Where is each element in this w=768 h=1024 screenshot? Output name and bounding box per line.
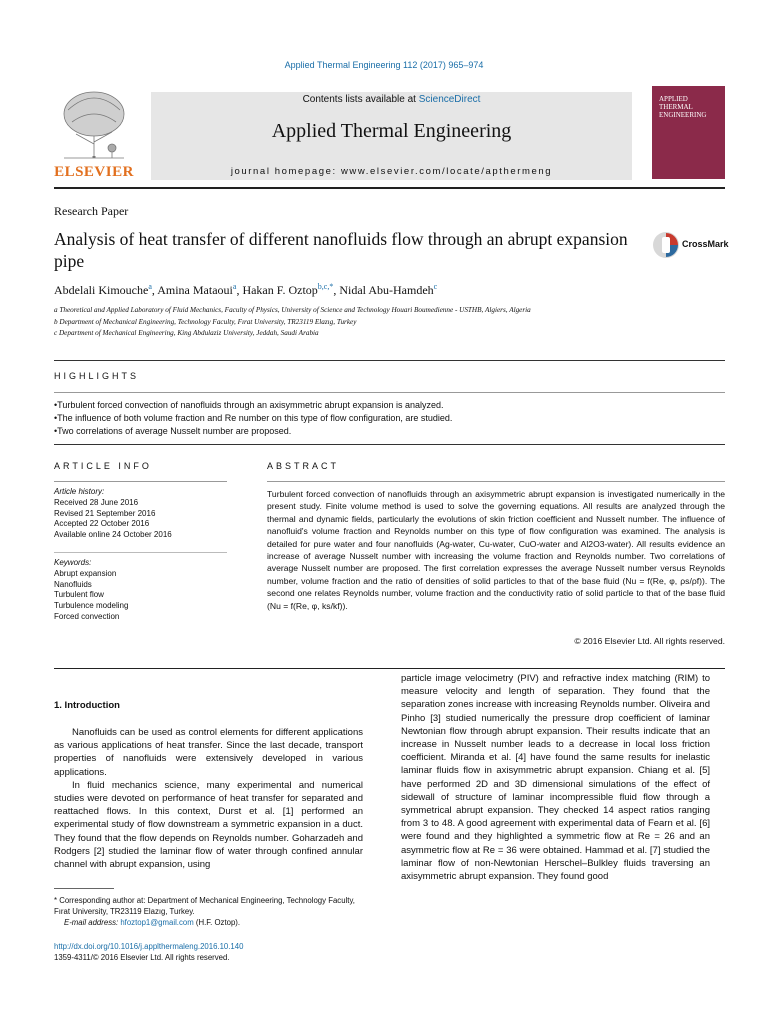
article-info-heading: ARTICLE INFO — [54, 461, 152, 471]
highlight-item: • The influence of both volume fraction and Re number on this type of flow configuration, are studied. — [54, 412, 734, 425]
author-separator: , — [236, 283, 243, 297]
corresponding-author-note: * Corresponding author at: Department of Mechanical Engineering, Technology Faculty, Fırat University, TR23119 Elazıg, Turkey. — [54, 896, 355, 916]
footnote — [54, 895, 363, 928]
highlights-list — [54, 399, 734, 438]
author-affiliation-mark[interactable]: b,c,* — [317, 282, 334, 291]
keywords — [54, 558, 234, 623]
history-item: Received 28 June 2016 — [54, 497, 139, 507]
highlights-heading: HIGHLIGHTS — [54, 371, 140, 381]
abstract-copyright: © 2016 Elsevier Ltd. All rights reserved. — [574, 636, 725, 646]
keyword: Abrupt expansion — [54, 568, 117, 578]
author-name: Nidal Abu-Hamdeh — [339, 283, 434, 297]
paper-type: Research Paper — [54, 204, 129, 218]
keyword: Turbulence modeling — [54, 601, 129, 611]
history-label: Article history: — [54, 487, 105, 496]
author-list — [54, 282, 437, 298]
section-heading: 1. Introduction — [54, 700, 120, 711]
divider — [267, 481, 725, 482]
paper-title: Analysis of heat transfer of different nanofluids flow through an abrupt expansion pipe — [54, 229, 628, 271]
publisher-name: ELSEVIER — [54, 164, 134, 180]
author-name: Hakan F. Oztop — [242, 283, 318, 297]
keyword: Nanofluids — [54, 579, 92, 589]
cover-title: APPLIED THERMAL ENGINEERING — [659, 95, 707, 119]
intro-left-column — [54, 726, 363, 871]
author-affiliation-mark[interactable]: a — [148, 282, 152, 291]
author-separator: , — [333, 283, 340, 297]
crossmark-icon[interactable] — [652, 230, 680, 260]
author-separator: , — [151, 283, 158, 297]
affiliation-c: c Department of Mechanical Engineering, King Abdulaziz University, Jeddah, Saudi Arabia — [54, 329, 319, 337]
affiliation-a: a Theoretical and Applied Laboratory of Fluid Mechanics, Faculty of Physics, University of Science and Technology Houari Boumedienne - USTHB, Algiers, Algeria — [54, 306, 531, 314]
author-name: Amina Mataoui — [157, 283, 233, 297]
journal-reference[interactable]: Applied Thermal Engineering 112 (2017) 965–974 — [284, 60, 484, 70]
divider — [54, 360, 725, 361]
divider — [54, 668, 725, 669]
sciencedirect-link[interactable]: ScienceDirect — [418, 94, 481, 105]
abstract-heading: ABSTRACT — [267, 461, 340, 471]
article-history — [54, 487, 234, 541]
doi-block — [54, 941, 363, 963]
abstract-body: Turbulent forced convection of nanofluids through an axisymmetric abrupt expansion is investigated numerically in the present study. Finite volume method is used to solve the governing equations. All results are analyzed through the thermal and dynamic fields, particularly the evolutions of skin friction coefficient and Nusselt number. The influence of nanofluid's volume fraction and Reynolds number on this type of flow configuration was examined. The analysis is detailed for pure water and four nanofluids (Ag-water, Cu-water, CuO-water and Al2O3-water). All results evidence an increase of average Nusselt number with increasing the volume fraction and Reynolds number. Two correlations of average Nusselt number are proposed. The first correlation expresses the average Nusselt number versus Reynolds number, volume fraction and the ratio of densities of solid particles to that of the base fluid (Nu = f(Re, φ, ρs/ρf)). The second one relates Reynolds number, volume fraction and the conductivity ratio of solid particle to that of the base fluid (Nu = f(Re, φ, ks/kf)). — [267, 489, 725, 611]
keyword: Forced convection — [54, 611, 120, 621]
journal-title: Applied Thermal Engineering — [271, 120, 512, 142]
doi-link[interactable]: http://dx.doi.org/10.1016/j.applthermaleng.2016.10.140 — [54, 942, 244, 951]
history-item: Accepted 22 October 2016 — [54, 519, 150, 529]
divider — [54, 444, 725, 445]
issn-line: 1359-4311/© 2016 Elsevier Ltd. All rights reserved. — [54, 953, 230, 962]
highlight-item: • Two correlations of average Nusselt number are proposed. — [54, 425, 734, 438]
divider — [54, 481, 227, 482]
author-name: Abdelali Kimouche — [54, 283, 149, 297]
header-rule — [54, 187, 725, 189]
contents-line: Contents lists available at ScienceDirect — [302, 94, 481, 105]
highlight-item: • Turbulent forced convection of nanofluids through an axisymmetric abrupt expansion is analyzed. — [54, 399, 734, 412]
keywords-label: Keywords: — [54, 558, 92, 567]
author-affiliation-mark[interactable]: c — [433, 282, 438, 291]
intro-right-column — [401, 672, 710, 883]
divider — [54, 552, 227, 553]
paragraph: particle image velocimetry (PIV) and refractive index matching (RIM) to measure velocity and length of separation. They found that the separation zones increase with increasing Reynolds number. Oliveira and Pinho [3] studied numerically the pressure drop coefficient of laminar Newtonian flow through abrupt expansion. Their results indicate that an increase in Nusselt number leads to a decrease in local loss friction coefficient. Miranda et al. [4] have found the same results for inelastic laminar fluids flow in axisymmetric abrupt expansion. Chiang et al. [5] have performed 2D and 3D dimensional simulations of the effect of sidewall of structure of laminar incompressible fluid flow through a symmetrical abrupt expansion. They checked 14 aspect ratios ranging from 3 to 48. A good agreement with experimental data of Fearn et al. [6] were found and they highlighted a symmetric flow at Re = 26 and an asymmetric flow at Re = 36 were obtained. Hammad et al. [7] studied the laminar flow of non-Newtonian Herschel–Bulkley fluids traversing an axisymmetric abrupt expansion. They found good — [401, 673, 710, 883]
history-item: Available online 24 October 2016 — [54, 530, 172, 540]
footnote-rule — [54, 888, 114, 889]
crossmark-label[interactable]: CrossMark — [682, 239, 729, 249]
journal-homepage[interactable]: journal homepage: www.elsevier.com/locate/apthermeng — [230, 166, 553, 177]
divider — [54, 392, 725, 393]
email-link[interactable]: hfoztop1@gmail.com — [120, 918, 194, 927]
paragraph: In fluid mechanics science, many experimental and numerical studies were devoted on performance of heat transfer for separated and reattached flows. In this context, Durst et al. [1] performed an experimental study of flow downstream a symmetric expansion in a duct. They found that the flow depends on Reynolds number. Goharzadeh and Rodgers [2] studied the laminar flow of water through confined annular channel with abrupt expansion, using — [54, 779, 363, 871]
keyword: Turbulent flow — [54, 590, 104, 600]
history-item: Revised 21 September 2016 — [54, 508, 156, 518]
email-line: E-mail address: hfoztop1@gmail.com (H.F. Oztop). — [64, 918, 241, 927]
affiliation-b: b Department of Mechanical Engineering, Technology Faculty, Fırat University, TR23119 Elazıg, Turkey — [54, 318, 357, 326]
paragraph: Nanofluids can be used as control elements for different applications as various applications of heat transfer. Since the last decade, transport properties of nanofluids were extensively developed in various applications. — [54, 727, 363, 778]
author-affiliation-mark[interactable]: a — [232, 282, 237, 291]
